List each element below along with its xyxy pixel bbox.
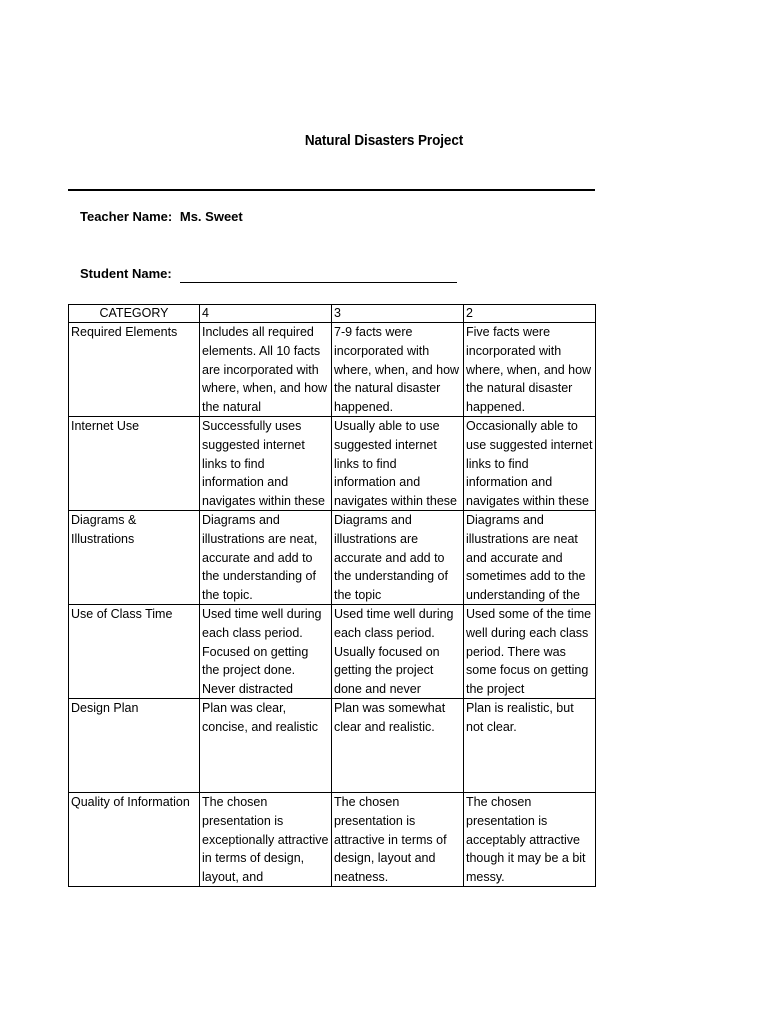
criteria-text: Used some of the time well during each class period. There was some focus on getting the project bbox=[466, 607, 592, 697]
score-2-cell bbox=[464, 605, 596, 699]
criteria-text: Includes all required elements. All 10 facts are incorporated with where, when, and how the natural bbox=[202, 325, 328, 415]
score-2-cell bbox=[464, 417, 596, 511]
header-score-2: 2 bbox=[464, 305, 596, 323]
score-3-cell bbox=[332, 417, 464, 511]
score-3-cell bbox=[332, 323, 464, 417]
row-category bbox=[69, 793, 200, 887]
category-label: Diagrams & Illustrations bbox=[71, 513, 137, 546]
student-name-blank-line bbox=[180, 282, 457, 283]
row-category bbox=[69, 417, 200, 511]
category-label: Quality of Information bbox=[71, 795, 190, 809]
criteria-text: Plan was clear, concise, and realistic bbox=[202, 701, 319, 734]
row-category bbox=[69, 605, 200, 699]
criteria-text: Plan is realistic, but not clear. bbox=[466, 701, 574, 734]
criteria-text: Plan was somewhat clear and realistic. bbox=[334, 701, 446, 734]
score-4-cell bbox=[200, 511, 332, 605]
score-3-cell bbox=[332, 793, 464, 887]
criteria-text: Used time well during each class period. Focused on getting the project done. Never distracted bbox=[202, 607, 322, 697]
score-4-cell bbox=[200, 605, 332, 699]
criteria-text: Usually able to use suggested internet links to find information and navigates within these bbox=[334, 419, 457, 509]
header-category: CATEGORY bbox=[69, 305, 200, 323]
teacher-name-label: Teacher Name: bbox=[80, 209, 173, 224]
criteria-text: Occasionally able to use suggested internet links to find information and navigates within these bbox=[466, 419, 593, 509]
category-label: Required Elements bbox=[71, 325, 178, 339]
rubric-row-diagrams-illustrations bbox=[69, 511, 596, 605]
category-label: Internet Use bbox=[71, 419, 140, 433]
rubric-row-use-of-class-time bbox=[69, 605, 596, 699]
score-2-cell bbox=[464, 699, 596, 793]
score-2-cell bbox=[464, 323, 596, 417]
row-category bbox=[69, 699, 200, 793]
student-name-row bbox=[80, 266, 172, 281]
rubric-row-quality-of-information bbox=[69, 793, 596, 887]
row-category bbox=[69, 323, 200, 417]
score-3-cell bbox=[332, 511, 464, 605]
criteria-text: The chosen presentation is exceptionally attractive in terms of design, layout, and bbox=[202, 795, 329, 885]
criteria-text: Five facts were incorporated with where, when, and how the natural disaster happened. bbox=[466, 325, 592, 415]
teacher-name-row bbox=[80, 209, 243, 224]
criteria-text: 7-9 facts were incorporated with where, when, and how the natural disaster happened. bbox=[334, 325, 460, 415]
score-3-cell bbox=[332, 605, 464, 699]
student-name-label: Student Name: bbox=[80, 266, 172, 281]
title-divider bbox=[68, 189, 595, 191]
rubric-row-required-elements bbox=[69, 323, 596, 417]
score-2-cell bbox=[464, 511, 596, 605]
criteria-text: The chosen presentation is attractive in terms of design, layout and neatness. bbox=[334, 795, 447, 885]
criteria-text: Diagrams and illustrations are accurate and add to the understanding of the topic bbox=[334, 513, 448, 603]
rubric-row-internet-use bbox=[69, 417, 596, 511]
criteria-text: The chosen presentation is acceptably attractive though it may be a bit messy. bbox=[466, 795, 586, 885]
rubric-header-row bbox=[69, 305, 596, 323]
criteria-text: Successfully uses suggested internet links to find information and navigates within these bbox=[202, 419, 325, 509]
document-title: Natural Disasters Project bbox=[304, 132, 464, 149]
score-2-cell bbox=[464, 793, 596, 887]
score-4-cell bbox=[200, 699, 332, 793]
category-label: Use of Class Time bbox=[71, 607, 173, 621]
criteria-text: Diagrams and illustrations are neat, accurate and add to the understanding of the topic. bbox=[202, 513, 318, 603]
score-3-cell bbox=[332, 699, 464, 793]
rubric-row-design-plan bbox=[69, 699, 596, 793]
criteria-text: Used time well during each class period. Usually focused on getting the project done and never bbox=[334, 607, 454, 697]
criteria-text: Diagrams and illustrations are neat and accurate and sometimes add to the understanding of the bbox=[466, 513, 586, 603]
header-score-3: 3 bbox=[332, 305, 464, 323]
category-label: Design Plan bbox=[71, 701, 139, 715]
score-4-cell bbox=[200, 417, 332, 511]
header-score-4: 4 bbox=[200, 305, 332, 323]
teacher-name-value: Ms. Sweet bbox=[179, 209, 243, 224]
row-category bbox=[69, 511, 200, 605]
score-4-cell bbox=[200, 323, 332, 417]
rubric-table bbox=[68, 304, 596, 887]
score-4-cell bbox=[200, 793, 332, 887]
